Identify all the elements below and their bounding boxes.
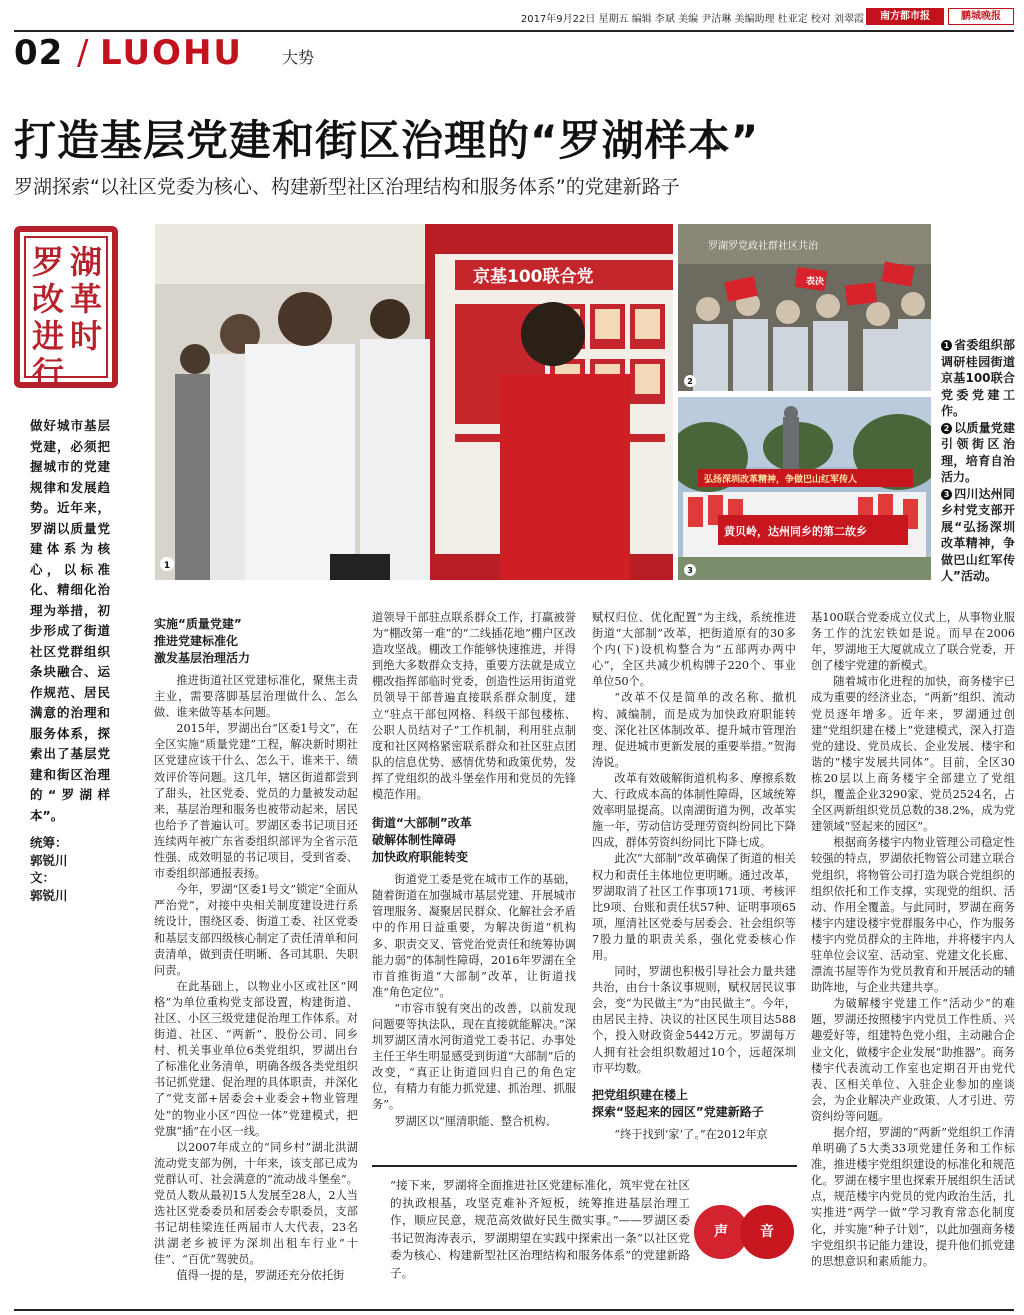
top-divider [14, 30, 1014, 32]
section2-heading-line-1: 街道“大部制”改革 [372, 816, 472, 831]
paragraph: 同时，罗湖也积极引导社会力量共建共治，由台十条议事规则，赋权居民议事会，变“为民做主”为“由民做主”。今年，由居民主持、决议的社区民生项目达588个，投入财政资金5442万元。罗湖每万人拥有社会组织数超过10个，远超深圳市平均数。 [592, 965, 796, 1075]
article-column-3 [592, 610, 796, 1143]
brand-logo-primary: 南方都市报 [866, 8, 944, 25]
masthead-bar [0, 0, 1024, 30]
credit-label-coordination: 统筹： [30, 835, 68, 850]
paragraph: 道领导干部驻点联系群众工作，打赢被誉为“棚改第一难”的“二线插花地”棚户区改造攻坚战。棚改工作能够快速推进，并得到绝大多数群众支持，重要方法就是成立棚改指挥部临时党委，创造性运用街道党员领导干部普遍直接联系群众制度，建立“驻点干部包网格、科级干部包楼栋、公职人员结对子”工作机制，利用驻点制度和社区网格紧密联系群众和社区驻点团队的信息优势、感情优势和政策优势，发挥了党组织的战斗堡垒作用和党员的先锋模范作用。 [372, 611, 576, 802]
paragraph: 推进街道社区党建标准化，聚焦主责主业，需要落脚基层治理做什么、怎么做、谁来做等基本问题。 [154, 674, 358, 720]
stamp-text-right: 湖革时 [69, 243, 102, 355]
photo-1 [155, 224, 673, 580]
paragraph: 改革有效破解街道机构多、摩擦系数大、行政成本高的体制性障碍，区域统筹效率明显提高。以南湖街道为例，改革实施一年，劳动信访受理劳资纠纷同比下降四成，群体劳资纠纷同比下降七成。 [592, 771, 796, 850]
photo-captions [941, 337, 1015, 585]
credits [30, 834, 114, 904]
credit-name-text: 郭锐川 [30, 887, 68, 903]
paragraph: “市容市貌有突出的改善，以前发现问题要等执法队，现在直接就能解决。”深圳罗湖区清水河街道党工委书记、办事处主任王华生明显感受到街道“大部制”后的改变，“真正让街道回归自己的角色定位，有精力有能力抓党建、抓治理、抓服务”。 [372, 1001, 576, 1112]
issue-meta: 2017年9月22日 星期五 编辑 李斌 美编 尹洁琳 美编助理 杜亚定 校对 刘翠霞 [520, 14, 864, 25]
paragraph: 赋权归位、优化配置”为主线，系统推进街道“大部制”改革，把街道原有的30多个内(下)设机构整合为“五部两办两中心”，全区共减少机构牌子220个、事业单位50个。 [592, 611, 796, 689]
paragraph: 以2007年成立的“同乡村”湖北洪湖流动党支部为例，十年来，该支部已成为党群认可、社会满意的“流动战斗堡垒”。党员人数从最初15人发展至28人，2人当选社区党委委员和居委会专职委员，支部书记胡桂梁连任两届市人大代表，23名洪湖老乡被评为深圳出租车行业“十佳”、“百优”驾驶员。 [154, 1140, 358, 1267]
photo-2-sign: 表决 [806, 277, 825, 287]
paragraph: 根据商务楼宇内物业管理公司稳定性较强的特点，罗湖依托物管公司建立联合党组织，将物管公司打造为联合党组织的组织依托和工作支撑，实现党的组织、活动、作用全覆盖。与此同时，罗湖在商务楼宇内建设楼宇党群服务中心，作为服务楼宇内党员群众的主阵地，并将楼宇内人驻单位会议室、活动室、党建文化长廊、漂流书屋等作为党员教育和开展活动的辅助阵地，与企业共建共享。 [811, 836, 1015, 995]
section-heading-subdistrict-reform [372, 815, 576, 866]
section1-heading-line-3: 激发基层治理活力 [154, 651, 251, 665]
paragraph: 罗湖区以“厘清职能、整合机构、 [394, 1114, 557, 1128]
section1-heading-line-2: 推进党建标准化 [154, 634, 239, 648]
photo-3-illustration [678, 397, 931, 580]
photo-1-wall-sign: 京基100联合党 [473, 267, 594, 287]
photo-2-number: 2 [687, 377, 693, 386]
paragraph: 值得一提的是，罗湖还充分依托街 [176, 1269, 345, 1283]
voice-quote-box [372, 1165, 797, 1308]
caption-1-text: 省委组织部调研桂园街道京基100联合党委党建工作。 [941, 338, 1015, 418]
subheadline: 罗湖探索“以社区党委为核心、构建新型社区治理结构和服务体系”的党建新路子 [14, 176, 680, 198]
photo-2-illustration [678, 224, 931, 391]
paragraph: 随着城市化进程的加快，商务楼宇已成为重要的经济业态，“两新”组织、流动党员逐年增多。近年来，罗湖通过创建“党组织建在楼上”党建模式，深入打造党的建设、党员成长、企业发展、楼宇和谐的“楼宇发展共同体”。目前，全区30栋20层以上商务楼宇全部建立了党组织，覆盖企业3290家、党员2524名，占全区两新组织党员总数的38.2%，成为党建领域“竖起来的园区”。 [811, 675, 1015, 834]
article-column-2 [372, 610, 576, 1130]
voice-badge-left: 声 [694, 1205, 748, 1259]
photo-3-banner: 弘扬深圳改革精神，争做巴山红军传人 [704, 475, 858, 485]
paragraph: 2015年，罗湖出台“区委1号文”，在全区实施“质量党建”工程，解决新时期社区党建应该干什么、怎么干、谁来干、绩效评价等问题。这几年，辖区街道都尝到了甜头，社区党委、党员的力量被发动起来，基层治理和服务也被带动起来，居民也给予了普遍认可。罗湖区委书记项目还连续两年被广东省委组织部评为全省示范性强、成效明显的书记项目，受到省委、市委组织部通报表扬。 [154, 722, 358, 881]
caption-3 [941, 486, 1015, 585]
section-slash: / [77, 33, 89, 73]
section3-heading-line-2: 探索“竖起来的园区”党建新路子 [592, 1104, 764, 1119]
photo-3 [678, 397, 931, 580]
paragraph: 据介绍，罗湖的“两新”党组织工作清单明确了5大类33项党建任务和工作标准，推进楼宇党组织建设的标准化和规范化。罗湖在楼宇里也探索开展组织生活试点，规范楼宇内党员的党内政治生活，扎实推进“两学一做”学习教育常态化制度化，并实施“种子计划”，以此加强商务楼宇党组织书记能力建设，提升他们抓党建的思想意识和素质能力。 [811, 1126, 1015, 1268]
brand-logo-secondary: 鹏城晚报 [948, 8, 1014, 25]
paragraph: 今年，罗湖“区委1号文”锁定“全面从严治党”，对接中央相关制度建设进行系统设计，围绕区委、街道工委、社区党委和基层支部四级核心制定了责任清单和问责清单，做到责任明晰、各司其职、失职问责。 [154, 883, 358, 977]
article-column-1 [154, 610, 358, 1285]
paragraph: 此次“大部制”改革确保了街道的相关权力和责任主体地位更明晰。通过改革，罗湖取消了社区工作事项171项、考核评比9项、台账和责任状57种、证明事项65项，厘清社区党委与居委会、社会组织等7股力量的职责关系，强化党委核心作用。 [592, 852, 796, 962]
credit-label-text: 文： [30, 870, 56, 885]
caption-2-text: 以质量党建引领街区治理，培育自治活力。 [941, 420, 1015, 484]
photo-3-number: 3 [687, 566, 693, 575]
photo-2-banner: 罗湖罗党政社群社区共治 [708, 241, 818, 252]
caption-1-number: 1 [941, 340, 952, 351]
paragraph: “改革不仅是简单的改名称、撤机构、减编制，而是成为加快政府职能转变、深化社区体制改革、提升城市管理治理、促进城市更新发展的重要举措。”贺海涛说。 [592, 691, 796, 769]
photo-2 [678, 224, 931, 391]
section2-heading-line-3: 加快政府职能转变 [372, 850, 469, 865]
paragraph: 基100联合党委成立仪式上，从事物业服务工作的沈宏铁如是说。而早在2006年，罗湖地王大厦就成立了联合党委，开创了楼宇党建的新模式。 [811, 611, 1015, 673]
caption-3-number: 3 [941, 489, 952, 500]
photo-3-flag: 黄贝岭，达州同乡的第二故乡 [724, 525, 867, 538]
section-subtitle: 大势 [282, 48, 315, 67]
headline: 打造基层党建和街区治理的“罗湖样本” [14, 116, 760, 165]
section-heading-building-party [592, 1087, 796, 1121]
caption-2-number: 2 [941, 423, 952, 434]
paragraph: 街道党工委是党在城市工作的基础，随着街道在加强城市基层党建、开展城市管理服务、凝聚居民群众、化解社会矛盾中的作用日益重要，为解决街道“机构多、职责交叉、管党治党责任和统筹协调能力弱”的体制性障碍，2016年罗湖在全市首推街道“大部制”改革，让街道找准“角色定位”。 [372, 873, 576, 999]
section-name: LUOHU [100, 33, 244, 73]
caption-2 [941, 420, 1015, 486]
section1-heading-line-1: 实施“质量党建” [154, 617, 242, 631]
article-column-4 [811, 610, 1015, 1270]
section-heading-quality-party-building [154, 616, 358, 667]
paragraph: 在此基础上，以物业小区或社区“网格”为单位重构党支部设置，构建街道、社区、小区三级党建促治理工作体系。对街道、社区、“两新”、股份公司、同乡村、机关事业单位6类党组织，罗湖出台了标准化业务清单，明确各级各类党组织书记抓党建、促治理的具体职责，并深化了“党支部+居委会+业委会+物业管理处”的物业小区“四位一体”党建模式，把党旗“插”在小区一线。 [154, 979, 358, 1138]
photo-1-number: 1 [163, 561, 171, 571]
bottom-divider [14, 1309, 1014, 1311]
paragraph: “终于找到‘家’了。”在2012年京 [614, 1127, 768, 1141]
section3-heading-line-1: 把党组织建在楼上 [592, 1087, 689, 1102]
intro-text: 做好城市基层党建，必须把握城市的党建规律和发展趋势。近年来，罗湖以质量党建体系为核心，以标准化、精细化治理为举措，初步形成了街道社区党群组织条块融合、运作规范、居民满意的治理和服务体系，探索出了基层党建和街区治理的“罗湖样本”。 [30, 418, 110, 823]
page-number: 02 [14, 33, 64, 73]
caption-1 [941, 337, 1015, 420]
stamp-text-left: 罗改进行 [31, 243, 64, 392]
credit-name-coordination: 郭锐川 [30, 852, 68, 868]
voice-badge-right: 音 [740, 1205, 794, 1259]
quote-text: “接下来，罗湖将全面推进社区党建标准化，筑牢党在社区的执政根基，攻坚克难补齐短板，统筹推进基层治理工作，顺应民意，规范高效做好民生微实事。”——罗湖区委书记贺海涛表示，罗湖期望在实践中探索出一条“以社区党委为核心、构建新型社区治理结构和服务体系”的党建新路子。 [390, 1178, 690, 1280]
paragraph: 为破解楼宇党建工作“活动少”的难题，罗湖还按照楼宇内党员工作性质、兴趣爱好等，组建特色党小组，主动融合企业文化，做楼宇企业发展“助推器”。商务楼宇代表流动工作室也定期召开由党代表、区相关单位、入驻企业参加的座谈会，为企业解决产业政策、人才引进、劳资纠纷等问题。 [811, 997, 1015, 1123]
photo-1-illustration [155, 224, 673, 580]
caption-3-text: 四川达州同乡村党支部开展“弘扬深圳改革精神，争做巴山红军传人”活动。 [941, 486, 1015, 583]
column-stamp-logo [14, 226, 118, 392]
section2-heading-line-2: 破解体制性障碍 [372, 833, 457, 848]
